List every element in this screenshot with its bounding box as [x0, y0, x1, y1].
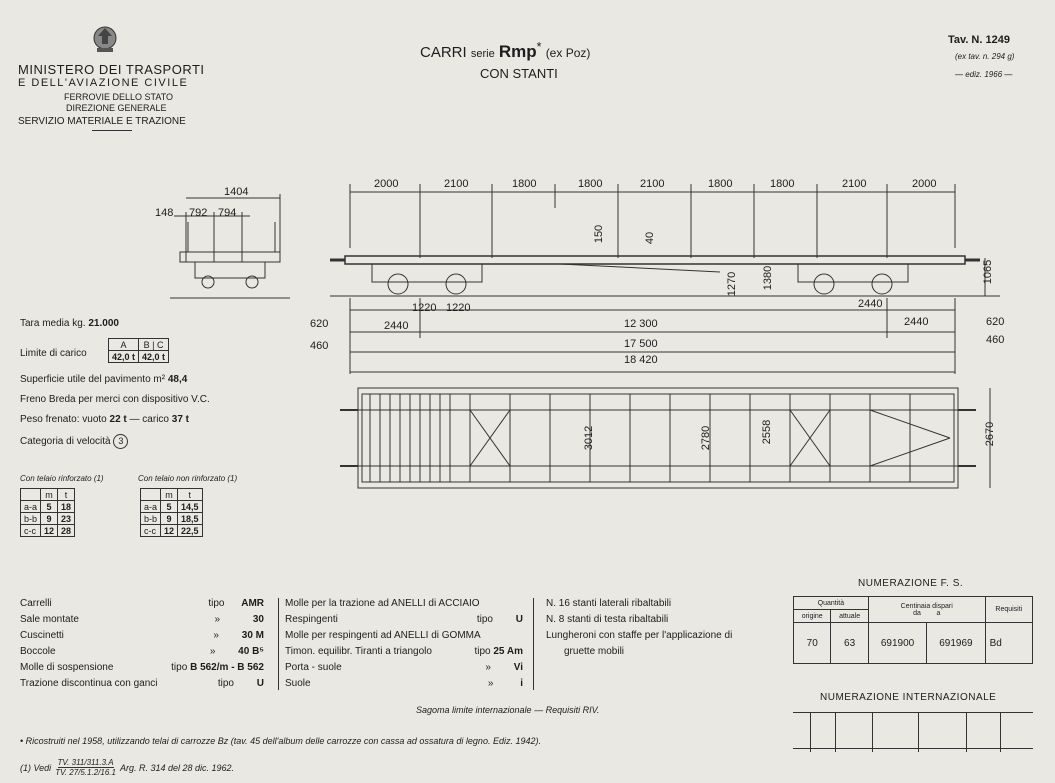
int-col: [835, 712, 836, 752]
dim-top-5: 2100: [640, 178, 665, 190]
dim-top-4: 1800: [578, 178, 603, 190]
dim-620a: 620: [310, 318, 329, 330]
h-origine: origine: [794, 610, 831, 623]
comp-label: Cuscinetti: [20, 630, 64, 641]
comp-row-carrelli: [20, 598, 264, 609]
limite-table: [108, 338, 169, 363]
telaio-n-head-t: t: [178, 489, 203, 501]
numerazione-fs-title: NUMERAZIONE F. S.: [858, 578, 964, 589]
comp3-line-1: N. 8 stanti di testa ribaltabili: [546, 614, 669, 625]
numerazione-fs-table: [793, 596, 1033, 664]
dim-end-794: 794: [218, 207, 237, 219]
categoria-label: Categoria di velocità: [20, 436, 111, 447]
note2-num: TV. 311/311.3.A: [57, 758, 114, 767]
peso-vuoto: 22 t: [109, 414, 127, 425]
dim-top-9: 2000: [912, 178, 937, 190]
note2-suffix: Arg. R. 314 del 28 dic. 1962.: [119, 762, 235, 773]
dim-h1380: 1380: [762, 265, 775, 291]
int-rule-bottom: [793, 748, 1033, 749]
wagon-title: [420, 40, 590, 62]
ministry-line3: FERROVIE DELLO STATO: [64, 92, 174, 102]
numerazione-int-title: NUMERAZIONE INTERNAZIONALE: [820, 692, 997, 703]
table-row: [21, 513, 75, 525]
comp2-row-5: [285, 678, 523, 689]
comp-tipo: tipo: [476, 614, 493, 625]
side-view-drawing: [320, 178, 1020, 378]
limite-b: B | C: [139, 339, 169, 351]
comp-value: U: [515, 614, 523, 625]
telaio-rinforzato-table: [20, 488, 75, 537]
cell-a: 691969: [927, 623, 985, 664]
comp-label: Molle di sospensione: [20, 662, 114, 673]
ministry-line2: E DELL'AVIAZIONE CIVILE: [18, 77, 189, 89]
comp-tipo: tipo: [474, 646, 491, 657]
cell: a-a: [21, 501, 41, 513]
header-rule: [92, 130, 132, 131]
comp-tipo: tipo: [208, 598, 225, 609]
tara-label: Tara media kg.: [20, 318, 86, 329]
h-attuale: attuale: [831, 610, 868, 623]
comp-tipo: »: [214, 614, 221, 625]
int-col: [810, 712, 811, 752]
comp-row-cuscinetti: [20, 630, 264, 641]
edition: — ediz. 1966 —: [955, 70, 1013, 79]
dim-end-1404: 1404: [224, 186, 249, 198]
dim-2440c: 2440: [904, 316, 929, 328]
int-col: [918, 712, 919, 752]
comp2-row-3: [285, 646, 523, 657]
title-star: *: [536, 40, 542, 54]
limite-label: Limite di carico: [20, 348, 87, 359]
h-da: da: [913, 609, 921, 617]
note2-fraction: [55, 758, 116, 777]
tav-number: Tav. N. 1249: [948, 34, 1010, 46]
comp-value: Vi: [513, 662, 523, 673]
comp-value: B 562/m - B 562: [190, 662, 264, 673]
cell-requisiti: Bd: [985, 623, 1032, 664]
telaio-non-rinforzato-table: [140, 488, 203, 537]
comp3-line-2: Lungheroni con staffe per l'applicazione di: [546, 630, 733, 641]
comp-label: Molle per la trazione ad ANELLI di ACCIAIO: [285, 598, 480, 609]
int-rule-top: [793, 712, 1033, 713]
int-col: [966, 712, 967, 752]
title-expoz: (ex Poz): [545, 46, 591, 60]
dim-h40: 40: [644, 231, 657, 245]
dim-460a: 460: [310, 340, 329, 352]
superficie-value: 48,4: [167, 374, 188, 385]
telaio-n-head-blank: [141, 489, 161, 501]
dim-top-3: 1800: [512, 178, 537, 190]
comp2-row-2: [285, 630, 523, 641]
telaio-r-head-m: m: [41, 489, 58, 501]
comp-value: i: [520, 678, 523, 689]
dim-2440b: 2440: [384, 320, 409, 332]
peso-label: Peso frenato: vuoto: [20, 414, 107, 425]
dim-w3012: 3012: [583, 425, 596, 451]
dim-1220a: 1220: [412, 302, 437, 314]
limite-b-letter: B: [143, 339, 150, 350]
dim-17500: 17 500: [624, 338, 658, 350]
dim-2440a: 2440: [858, 298, 883, 310]
dim-top-7: 1800: [770, 178, 795, 190]
dim-top-2: 2100: [444, 178, 469, 190]
ministry-line1: MINISTERO DEI TRASPORTI: [18, 62, 205, 77]
limite-a-val: 42,0 t: [109, 351, 139, 363]
table-row: [794, 623, 1033, 664]
comp-value: 40 B⁵: [238, 646, 264, 657]
comp-label: Porta - suole: [285, 662, 342, 673]
comp-row-molle: [20, 662, 264, 673]
footnote-1: • Ricostruiti nel 1958, utilizzando telai di carrozze Bz (tav. 45 dell'album delle carrozze con cassa ad ossatura di legno. Ediz. 1942).: [20, 736, 541, 746]
limite-a: A: [109, 339, 139, 351]
h-quantita: Quantità: [794, 597, 869, 610]
cell: c-c: [21, 525, 41, 537]
dim-460b: 460: [986, 334, 1005, 346]
cell: 28: [58, 525, 75, 537]
cell: 22,5: [178, 525, 203, 537]
cell: 9: [161, 513, 178, 525]
end-view-drawing: [150, 182, 300, 302]
comp-label: Molle per respingenti ad ANELLI di GOMMA: [285, 630, 481, 641]
sagoma-note: Sagoma limite internazionale — Requisiti RIV.: [416, 705, 600, 715]
ministry-line5: SERVIZIO MATERIALE E TRAZIONE: [18, 116, 186, 127]
spec-peso: [20, 414, 189, 425]
emblem-icon: [92, 24, 118, 54]
comp-label: Respingenti: [285, 614, 338, 625]
h-requisiti: Requisiti: [985, 597, 1032, 623]
spec-superficie: [20, 374, 187, 385]
comp-label: Boccole: [20, 646, 56, 657]
categoria-value: 3: [113, 434, 128, 449]
dim-w2780: 2780: [700, 425, 713, 451]
comp-label: Carrelli: [20, 598, 52, 609]
cell: 14,5: [178, 501, 203, 513]
limite-bc-val: 42,0 t: [139, 351, 169, 363]
comp-tipo: tipo: [171, 662, 188, 673]
comp-label: Timon. equilibr. Tiranti a triangolo: [285, 646, 432, 657]
comp-value: U: [256, 678, 264, 689]
comp-tipo: tipo: [217, 678, 234, 689]
telaio-rinforzato-title: Con telaio rinforzato (1): [20, 474, 104, 483]
dim-end-148: 148: [155, 207, 174, 219]
peso-carico: 37 t: [171, 414, 189, 425]
dim-h1065: 1065: [982, 259, 995, 285]
dim-1220b: 1220: [446, 302, 471, 314]
h-a: a: [936, 609, 941, 617]
plan-view-drawing: [330, 380, 1020, 495]
spec-tara: [20, 318, 119, 329]
telaio-non-rinforzato-title: Con telaio non rinforzato (1): [138, 474, 238, 483]
int-col: [872, 712, 873, 752]
tara-value: 21.000: [88, 318, 119, 329]
cell: b-b: [141, 513, 161, 525]
limite-c-letter: C: [156, 339, 164, 350]
comp-label: Trazione discontinua con ganci: [20, 678, 158, 689]
dim-end-792: 792: [189, 207, 208, 219]
cell: 9: [41, 513, 58, 525]
spec-freno: Freno Breda per merci con dispositivo V.C.: [20, 394, 210, 405]
comp-row-sale: [20, 614, 264, 625]
table-row: [141, 513, 203, 525]
superficie-label: Superficie utile del pavimento m²: [20, 374, 166, 385]
comp-label: Sale montate: [20, 614, 79, 625]
comp-label: Suole: [285, 678, 311, 689]
note2-den: TV. 27/5.1.2/16.1: [55, 768, 116, 777]
cell: 18,5: [178, 513, 203, 525]
cell-origine: 70: [794, 623, 831, 664]
cell: c-c: [141, 525, 161, 537]
cell: 5: [41, 501, 58, 513]
cell: 5: [161, 501, 178, 513]
comp3-line-3: gruette mobili: [564, 646, 625, 657]
comp-tipo: »: [213, 630, 219, 641]
telaio-r-head-t: t: [58, 489, 75, 501]
dim-18420: 18 420: [624, 354, 658, 366]
dim-12300: 12 300: [624, 318, 658, 330]
comp2-row-1: [285, 614, 523, 625]
cell: b-b: [21, 513, 41, 525]
cell: 18: [58, 501, 75, 513]
comp2-row-4: [285, 662, 523, 673]
dim-w2558: 2558: [761, 419, 774, 445]
comp-tipo: »: [485, 662, 491, 673]
cell-da: 691900: [868, 623, 926, 664]
comp-tipo: »: [209, 646, 216, 657]
title-serie: serie: [470, 48, 495, 60]
peso-mid: — carico: [129, 414, 169, 425]
comp-value: 25 Am: [493, 646, 523, 657]
comp-value: AMR: [241, 598, 264, 609]
h-centinaia: [868, 597, 985, 623]
ministry-line4: DIREZIONE GENERALE: [66, 103, 167, 113]
comp-value: 30: [252, 614, 264, 625]
dim-620b: 620: [986, 316, 1005, 328]
title-code: Rmp: [498, 42, 537, 61]
dim-top-8: 2100: [842, 178, 867, 190]
dim-top-1: 2000: [374, 178, 399, 190]
cell: 23: [58, 513, 75, 525]
dim-w2670: 2670: [984, 421, 997, 447]
telaio-r-head-blank: [21, 489, 41, 501]
note2-prefix: (1) Vedi: [20, 762, 52, 773]
comp-value: 30 M: [241, 630, 264, 641]
telaio-n-head-m: m: [161, 489, 178, 501]
cell-attuale: 63: [831, 623, 868, 664]
dim-h1270: 1270: [726, 271, 739, 297]
spec-categoria: [20, 434, 128, 449]
title-carri: CARRI: [420, 44, 467, 61]
table-row: [141, 501, 203, 513]
dim-top-6: 1800: [708, 178, 733, 190]
table-row: [21, 501, 75, 513]
comp-tipo: »: [487, 678, 494, 689]
title-line2: CON STANTI: [480, 66, 558, 81]
comp-row-boccole: [20, 646, 264, 657]
divider: [533, 598, 534, 690]
int-col: [1000, 712, 1001, 752]
table-row: [141, 525, 203, 537]
comp-row-trazione: [20, 678, 264, 689]
comp2-row-0: [285, 598, 523, 609]
dim-h150: 150: [593, 224, 606, 244]
h-centinaia-text: Centinaia dispari: [900, 602, 953, 610]
cell: a-a: [141, 501, 161, 513]
comp3-line-0: N. 16 stanti laterali ribaltabili: [546, 598, 672, 609]
cell: 12: [41, 525, 58, 537]
footnote-2: [20, 758, 234, 777]
divider: [278, 598, 279, 690]
table-row: [21, 525, 75, 537]
tav-ex: (ex tav. n. 294 g): [955, 52, 1015, 61]
cell: 12: [161, 525, 178, 537]
